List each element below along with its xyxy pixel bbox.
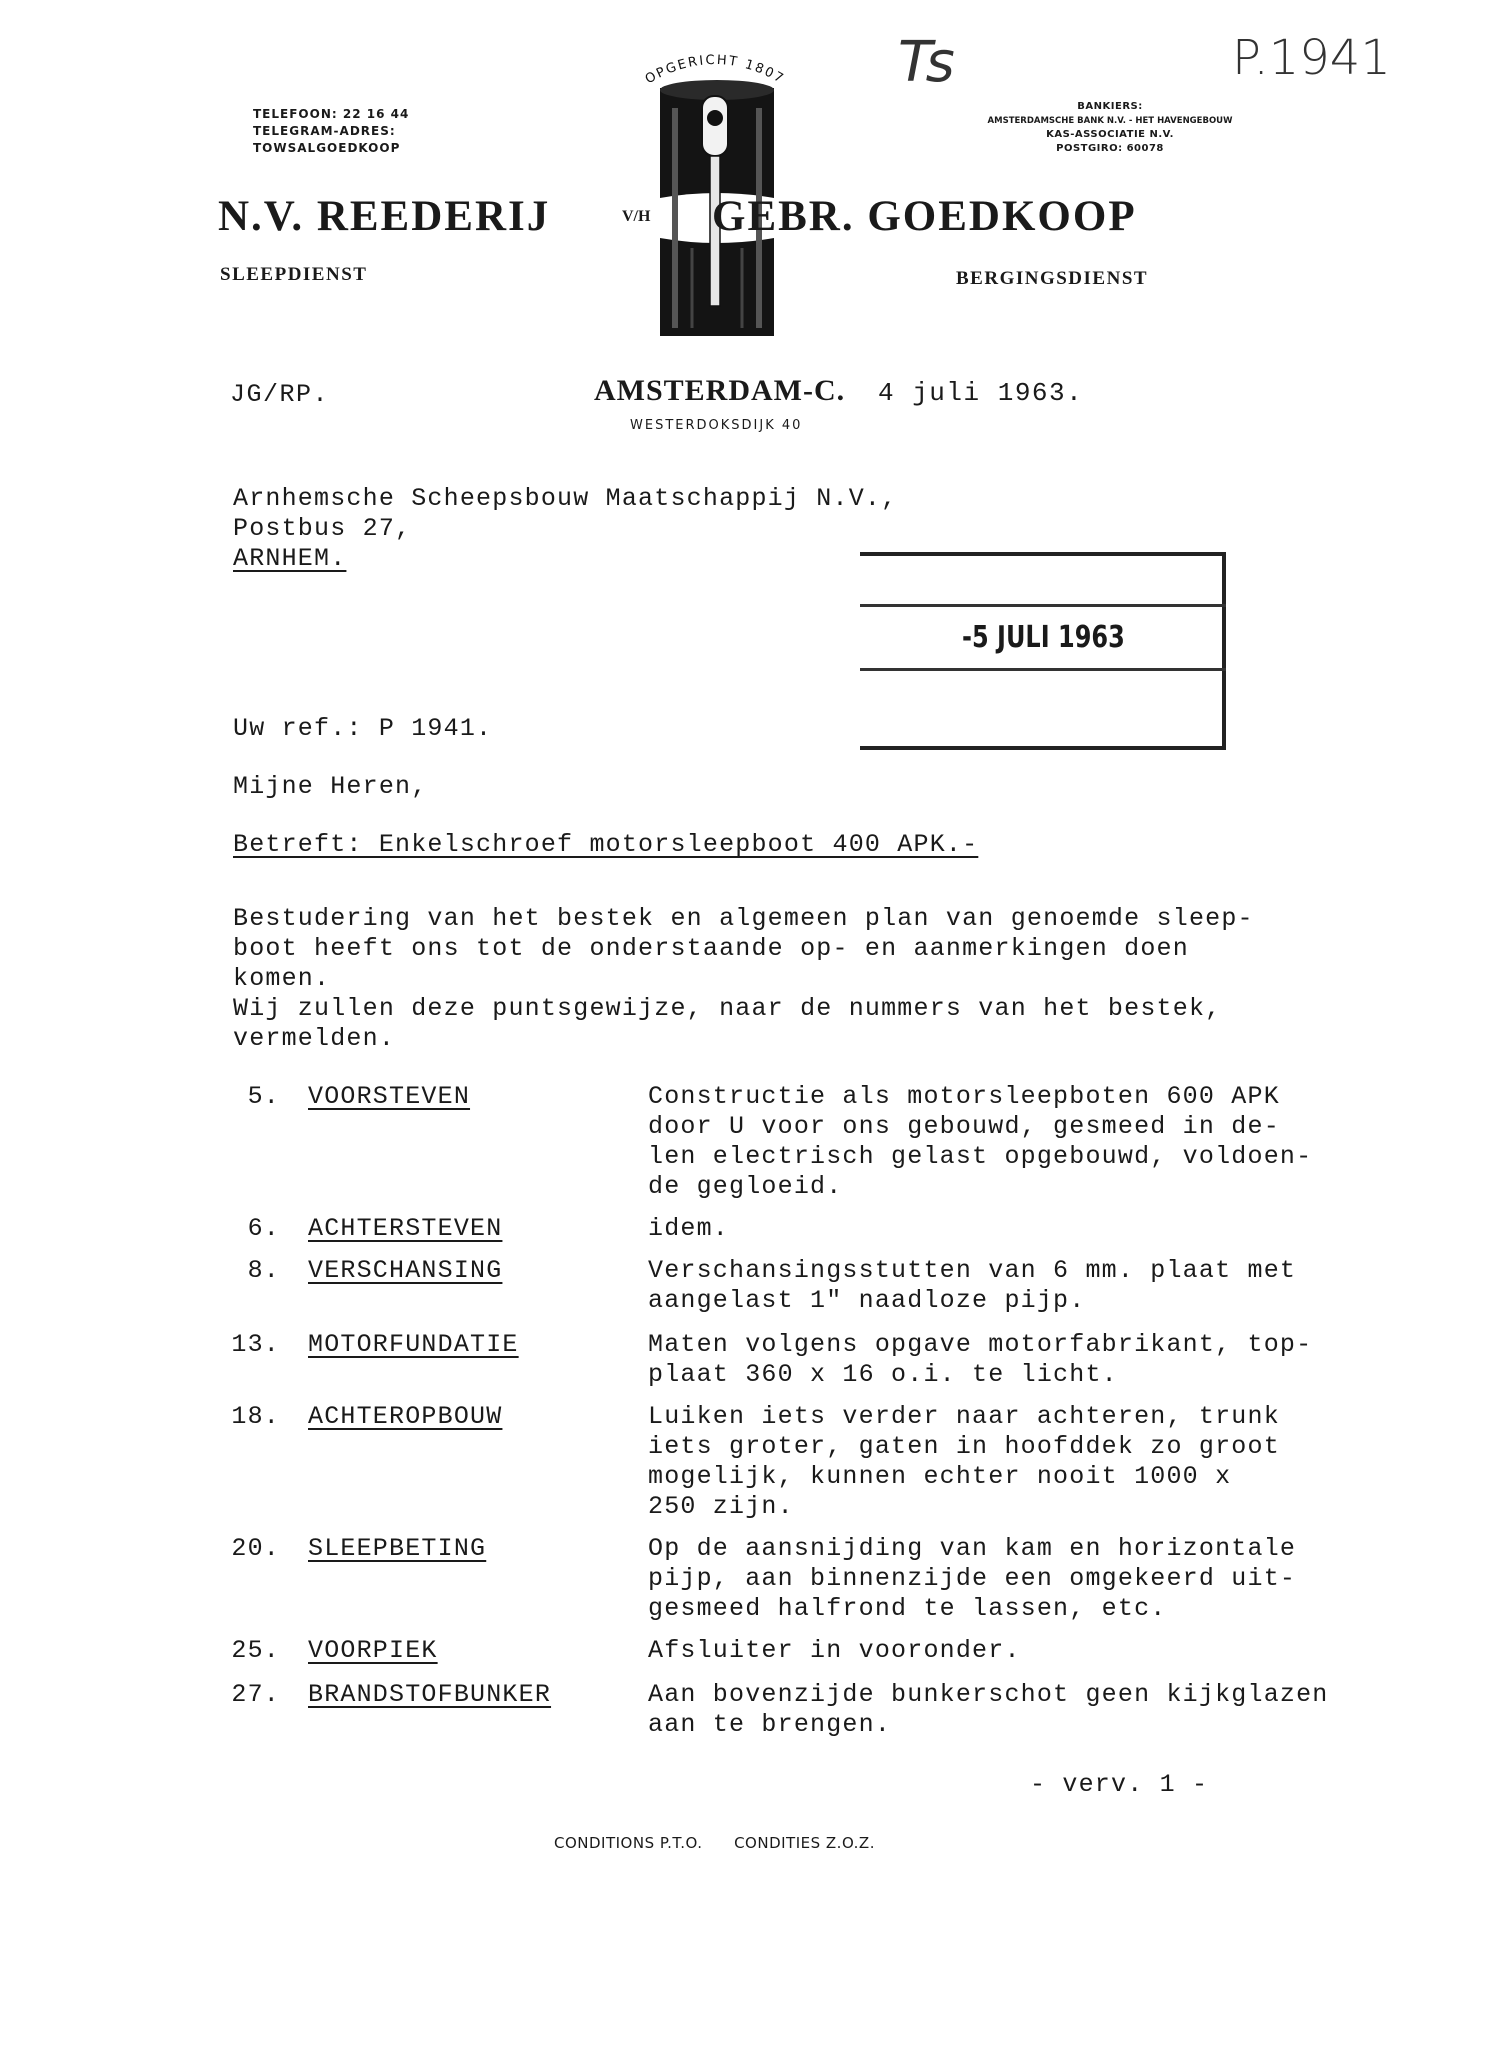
handwritten-initials: Ts (898, 30, 955, 95)
item-line: Luiken iets verder naar achteren, trunk (648, 1402, 1280, 1431)
item-line: Op de aansnijding van kam en horizontale (648, 1534, 1297, 1563)
street-address: WESTERDOKSDIJK 40 (630, 418, 803, 433)
place: AMSTERDAM-C. (594, 374, 846, 407)
contact-block (253, 106, 409, 157)
item-description (648, 1214, 729, 1244)
item-number: 6. (247, 1214, 280, 1243)
item-number: 18. (231, 1402, 280, 1431)
item-line: Afsluiter in vooronder. (648, 1636, 1021, 1665)
item-number: 25. (231, 1636, 280, 1665)
item-title: BRANDSTOFBUNKER (308, 1680, 552, 1709)
item-line: idem. (648, 1214, 730, 1243)
item-description (648, 1082, 1312, 1202)
item-number: 8. (247, 1256, 280, 1285)
item-title: VOORPIEK (308, 1636, 438, 1665)
item-description (648, 1330, 1312, 1390)
handwritten-reference: P.1941 (1232, 30, 1391, 86)
item-line: mogelijk, kunnen echter nooit 1000 x (648, 1462, 1232, 1491)
intro-paragraph (233, 904, 1254, 1054)
company-name-left: N.V. REEDERIJ (218, 193, 551, 240)
subject-text: Betreft: Enkelschroef motorsleepboot 400 APK.- (233, 830, 979, 859)
intro-line-4: Wij zullen deze puntsgewijze, naar de nummers van het bestek, (233, 994, 1222, 1023)
company-name-right: GEBR. GOEDKOOP (712, 193, 1137, 240)
item-line: Maten volgens opgave motorfabrikant, top- (648, 1330, 1313, 1359)
item-title: ACHTEROPBOUW (308, 1402, 503, 1431)
item-line: Verschansingsstutten van 6 mm. plaat met (648, 1256, 1297, 1285)
item-title: VERSCHANSING (308, 1256, 503, 1285)
stamp-date: -5 JULI 1963 (962, 620, 1125, 655)
bank-association: KAS-ASSOCIATIE N.V. (1046, 129, 1174, 140)
letter-date: 4 juli 1963. (878, 378, 1084, 408)
department-left: SLEEPDIENST (220, 264, 368, 285)
intro-line-5: vermelden. (233, 1024, 396, 1053)
contact-phone: TELEFOON: 22 16 44 (253, 107, 410, 121)
item-line: pijp, aan binnenzijde een omgekeerd uit- (648, 1564, 1297, 1593)
item-number: 5. (247, 1082, 280, 1111)
footer-conditions: CONDITIONS P.T.O. CONDITIES Z.O.Z. (554, 1834, 875, 1852)
item-line: len electrisch gelast opgebouwd, voldoen- (648, 1142, 1313, 1171)
subject (233, 830, 978, 860)
founded-text: OPGERICHT 1807 (642, 52, 788, 88)
item-line: Constructie als motorsleepboten 600 APK (648, 1082, 1280, 1111)
item-description (648, 1534, 1296, 1624)
item-description (648, 1256, 1296, 1316)
item-title: ACHTERSTEVEN (308, 1214, 503, 1243)
department-right: BERGINGSDIENST (956, 268, 1149, 289)
item-title: SLEEPBETING (308, 1534, 487, 1563)
company-vh: V/H (622, 208, 651, 225)
bank-label: BANKIERS: (1077, 101, 1143, 112)
recipient-city: ARNHEM. (233, 544, 347, 573)
item-line: 250 zijn. (648, 1492, 794, 1521)
item-line: aangelast 1" naadloze pijp. (648, 1286, 1086, 1315)
continuation-mark: - verv. 1 - (1030, 1770, 1209, 1799)
item-number: 13. (231, 1330, 280, 1359)
item-line: gesmeed halfrond te lassen, etc. (648, 1594, 1167, 1623)
item-title: MOTORFUNDATIE (308, 1330, 519, 1359)
recipient-company: Arnhemsche Scheepsbouw Maatschappij N.V., (233, 484, 898, 513)
item-line: iets groter, gaten in hoofddek zo groot (648, 1432, 1280, 1461)
item-description (648, 1680, 1329, 1740)
bank-postgiro: POSTGIRO: 60078 (1056, 143, 1164, 154)
item-title: VOORSTEVEN (308, 1082, 471, 1111)
intro-line-2: boot heeft ons tot de onderstaande op- en aanmerkingen doen (233, 934, 1189, 963)
item-number: 27. (231, 1680, 280, 1709)
salutation: Mijne Heren, (233, 772, 428, 801)
recipient-postbox: Postbus 27, (233, 514, 412, 543)
bank-block (980, 100, 1240, 156)
contact-telegram: TOWSALGOEDKOOP (253, 141, 401, 155)
intro-line-1: Bestudering van het bestek en algemeen plan van genoemde sleep- (233, 904, 1254, 933)
item-line: Aan bovenzijde bunkerschot geen kijkglazen (648, 1680, 1329, 1709)
item-description (648, 1636, 1021, 1666)
item-number: 20. (231, 1534, 280, 1563)
item-description (648, 1402, 1280, 1522)
bank-name: AMSTERDAMSCHE BANK N.V. - HET HAVENGEBOUW (987, 116, 1233, 126)
item-line: door U voor ons gebouwd, gesmeed in de- (648, 1112, 1280, 1141)
recipient-block (233, 484, 897, 574)
contact-telegram-label: TELEGRAM-ADRES: (253, 124, 396, 138)
item-line: de gegloeid. (648, 1172, 843, 1201)
letter-reference: JG/RP. (230, 380, 330, 409)
your-reference: Uw ref.: P 1941. (233, 714, 493, 743)
intro-line-3: komen. (233, 964, 331, 993)
item-line: aan te brengen. (648, 1710, 892, 1739)
item-line: plaat 360 x 16 o.i. te licht. (648, 1360, 1118, 1389)
